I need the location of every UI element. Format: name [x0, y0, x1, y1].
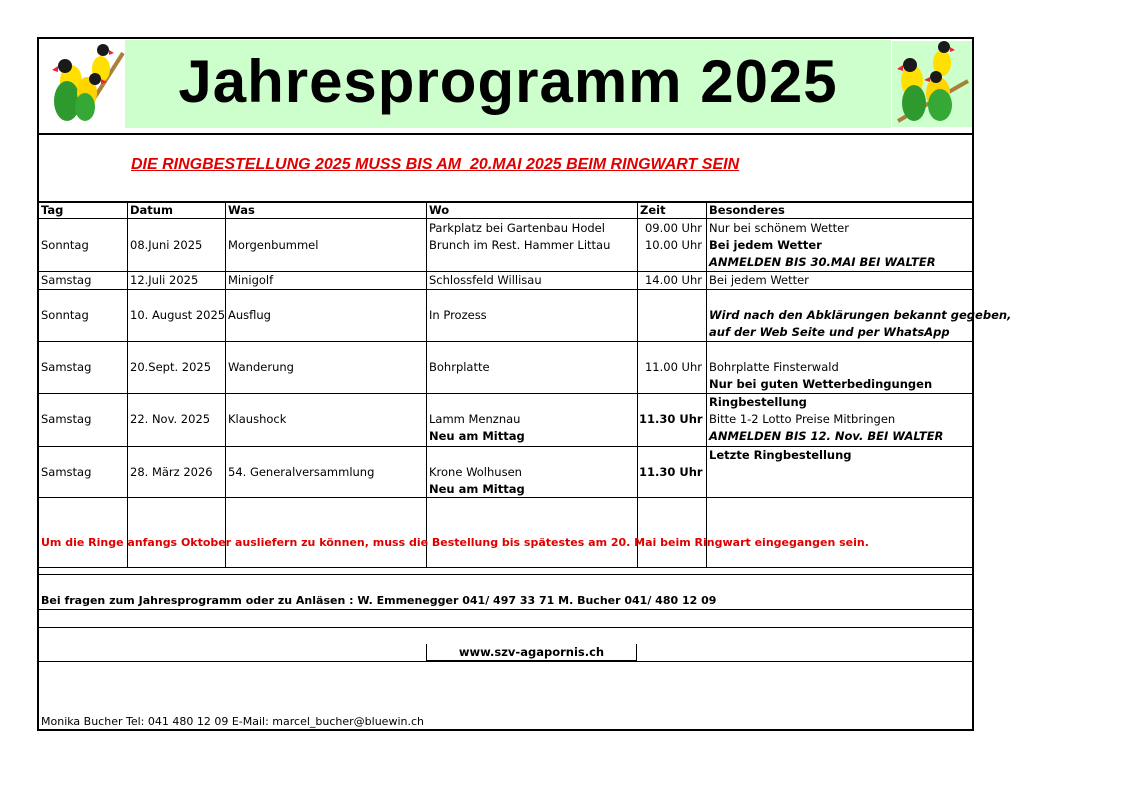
table-cell: Nur bei schönem Wetter	[709, 221, 849, 235]
footer-contact: Monika Bucher Tel: 041 480 12 09 E-Mail: marcel_bucher@bluewin.ch	[41, 715, 424, 728]
page-title: Jahresprogramm 2025	[178, 48, 838, 115]
table-cell: 12.Juli 2025	[130, 273, 199, 287]
divider	[39, 393, 972, 394]
table-cell: 11.00 Uhr	[644, 360, 702, 374]
divider	[39, 661, 972, 662]
table-cell: Nur bei guten Wetterbedingungen	[709, 377, 933, 391]
divider	[39, 341, 972, 342]
table-cell: Wird nach den Abklärungen bekannt gegeben,	[709, 308, 1012, 322]
table-cell: ANMELDEN BIS 30.MAI BEI WALTER	[709, 255, 936, 269]
table-cell: Lamm Menznau	[429, 412, 521, 426]
table-cell: auf der Web Seite und per WhatsApp	[709, 325, 950, 339]
column-header: Wo	[429, 203, 450, 217]
table-cell: 09.00 Uhr	[644, 221, 702, 235]
contact-line: Bei fragen zum Jahresprogramm oder zu Anläsen : W. Emmenegger 041/ 497 33 71 M. Bucher 041/ 480 12 09	[41, 594, 717, 607]
table-cell: Krone Wolhusen	[429, 465, 522, 479]
table-cell: Neu am Mittag	[429, 482, 525, 496]
column-divider	[225, 201, 226, 567]
table-cell: 11.30 Uhr	[639, 465, 703, 479]
lovebirds-icon	[892, 41, 972, 127]
table-cell: Samstag	[41, 412, 92, 426]
table-cell: 08.Juni 2025	[130, 238, 203, 252]
column-header: Was	[228, 203, 255, 217]
column-divider	[127, 201, 128, 567]
table-cell: Samstag	[41, 273, 92, 287]
website-link[interactable]: www.szv-agapornis.ch	[426, 644, 637, 661]
table-cell: 20.Sept. 2025	[130, 360, 212, 374]
divider	[39, 574, 972, 575]
table-cell: Minigolf	[228, 273, 274, 287]
table-cell: Sonntag	[41, 238, 89, 252]
divider	[39, 627, 972, 628]
lovebirds-icon	[41, 41, 125, 127]
program-sheet	[37, 37, 1012, 731]
column-divider	[706, 201, 707, 567]
table-cell: 10.00 Uhr	[644, 238, 702, 252]
divider	[39, 133, 972, 135]
table-cell: Samstag	[41, 360, 92, 374]
column-header: Tag	[41, 203, 64, 217]
table-cell: Schlossfeld Willisau	[429, 273, 542, 287]
table-cell: Ringbestellung	[709, 395, 807, 409]
table-cell: Wanderung	[228, 360, 294, 374]
divider	[39, 609, 972, 610]
table-cell: Bei jedem Wetter	[709, 238, 822, 252]
table-cell: Parkplatz bei Gartenbau Hodel	[429, 221, 605, 235]
table-cell: Samstag	[41, 465, 92, 479]
table-cell: Bohrplatte	[429, 360, 490, 374]
table-cell: Letzte Ringbestellung	[709, 448, 852, 462]
column-header: Datum	[130, 203, 173, 217]
divider	[39, 289, 972, 290]
table-cell: Brunch im Rest. Hammer Littau	[429, 238, 611, 252]
table-cell: 54. Generalversammlung	[228, 465, 375, 479]
table-cell: 28. März 2026	[130, 465, 213, 479]
divider	[39, 201, 972, 203]
table-cell: Bohrplatte Finsterwald	[709, 360, 839, 374]
ring-order-notice: DIE RINGBESTELLUNG 2025 MUSS BIS AM 20.MAI 2025 BEIM RINGWART SEIN	[131, 156, 740, 173]
table-cell: 11.30 Uhr	[639, 412, 703, 426]
table-cell: 14.00 Uhr	[644, 273, 702, 287]
column-header: Besonderes	[709, 203, 785, 217]
table-cell: Bitte 1-2 Lotto Preise Mitbringen	[709, 412, 896, 426]
table-cell: Sonntag	[41, 308, 89, 322]
divider	[39, 218, 972, 219]
column-divider	[426, 201, 427, 567]
table-cell: Klaushock	[228, 412, 287, 426]
table-cell: 10. August 2025	[130, 308, 226, 322]
divider	[39, 567, 972, 568]
table-cell: Morgenbummel	[228, 238, 319, 252]
table-cell: 22. Nov. 2025	[130, 412, 211, 426]
column-header: Zeit	[640, 203, 666, 217]
table-cell: Bei jedem Wetter	[709, 273, 809, 287]
column-divider	[637, 201, 638, 567]
table-cell: In Prozess	[429, 308, 487, 322]
table-cell: Neu am Mittag	[429, 429, 525, 443]
table-cell: Ausflug	[228, 308, 271, 322]
table-cell: ANMELDEN BIS 12. Nov. BEI WALTER	[709, 429, 944, 443]
ring-delivery-notice: Um die Ringe anfangs Oktober ausliefern zu können, muss die Bestellung bis spätestes am 20. Mai beim Ringwart eingegangen sein.	[41, 536, 869, 549]
